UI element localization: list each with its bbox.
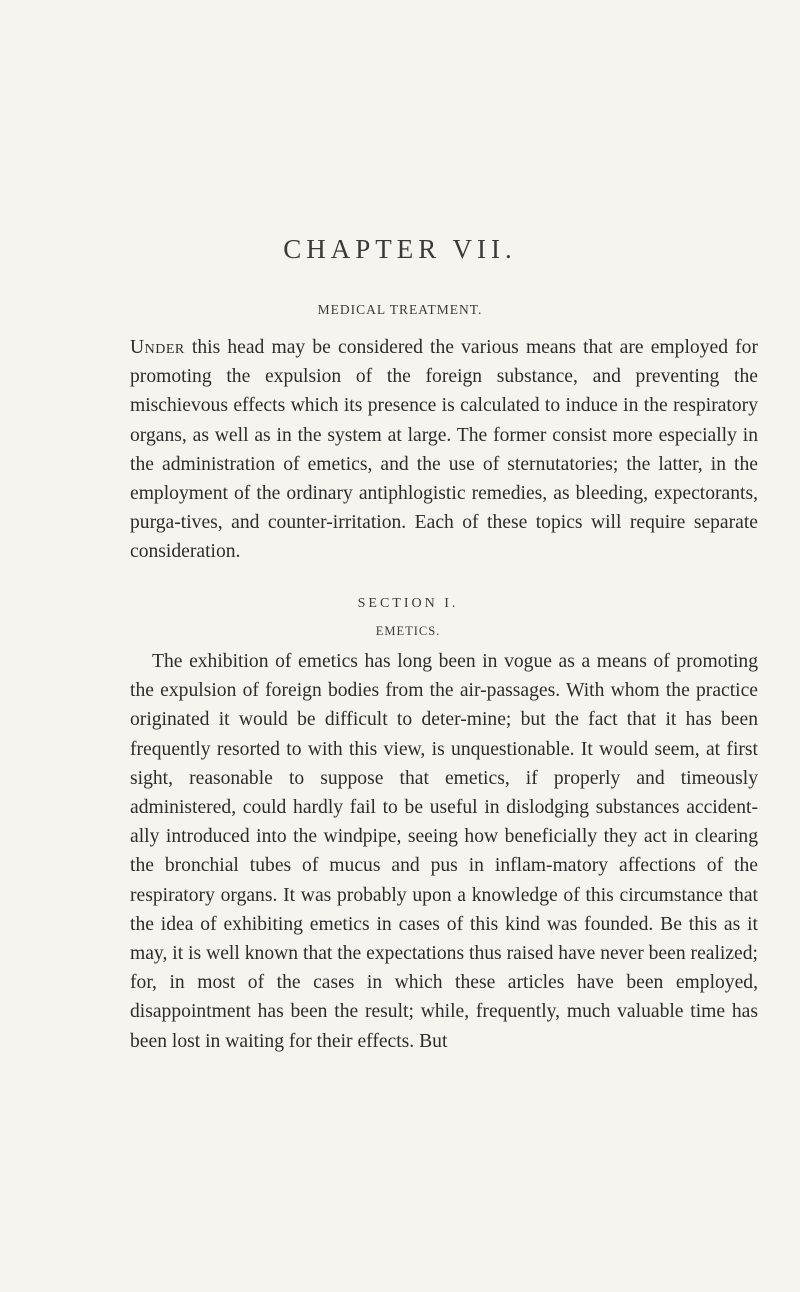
intro-lead-word: Under [130,337,185,358]
intro-paragraph [130,333,758,567]
intro-body-text: this head may be considered the various means that are employed for promoting the expulsion of the foreign substance, and preventing the mischievous effects which its presence is calculated to induce in the respiratory organs, as well as in the system at large. The former consist more especially in the administration of emetics, and the use of sternutatories; the latter, in the employment of the ordinary antiphlogistic remedies, as bleeding, expectorants, purga-tives, and counter-irritation. Each of these topics will require separate consideration. [130,337,758,563]
chapter-subtitle: MEDICAL TREATMENT. [317,302,483,317]
chapter-title: CHAPTER VII. [283,234,517,264]
section-subtitle: EMETICS. [375,624,441,638]
section-title: SECTION I. [357,596,459,611]
section-paragraph: The exhibition of emetics has long been in vogue as a means of promoting the expulsion of foreign bodies from the air-passages. With whom the practice originated it would be difficult to deter-mine; but the fact that it has been frequently resorted to with this view, is unquestionable. It would seem, at first sight, reasonable to suppose that emetics, if properly and timeously administered, could hardly fail to be useful in dislodging substances accident-ally introduced into the windpipe, seeing how beneficially they act in clearing the bronchial tubes of mucus and pus in inflam-matory affections of the respiratory organs. It was probably upon a knowledge of this circumstance that the idea of exhibiting emetics in cases of this kind was founded. Be this as it may, it is well known that the expectations thus raised have never been realized; for, in most of the cases in which these articles have been employed, disappointment has been the result; while, frequently, much valuable time has been lost in waiting for their effects. But [130,651,758,1052]
